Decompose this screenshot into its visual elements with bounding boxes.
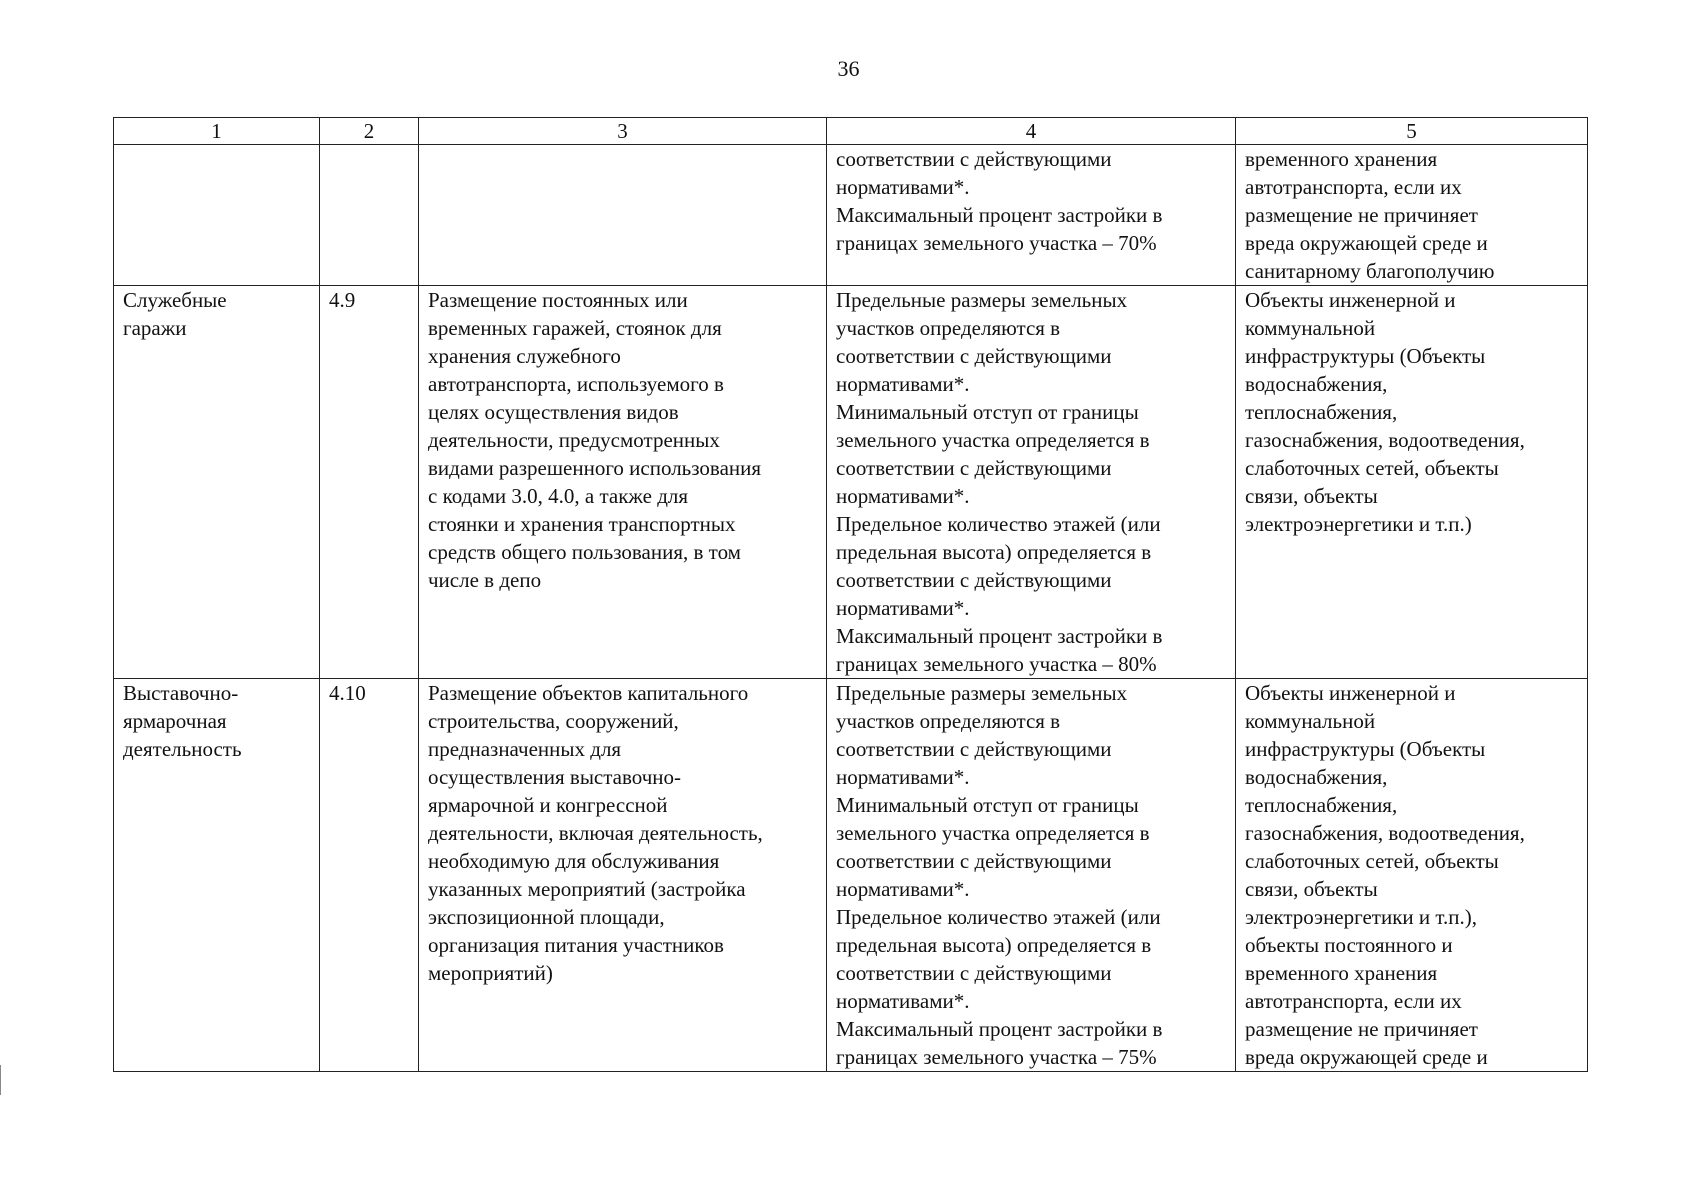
cell-text-line: вреда окружающей среде и [1245, 1045, 1488, 1069]
column-header-3: 3 [419, 118, 827, 145]
cell-text-line: земельного участка определяется в [836, 428, 1150, 452]
column-header-2: 2 [320, 118, 419, 145]
cell-text-line: необходимую для обслуживания [428, 849, 720, 873]
cell-text-line: участков определяются в [836, 316, 1061, 340]
cell-text-line: Объекты инженерной и [1245, 288, 1456, 312]
cell-text-line: с кодами 3.0, 4.0, а также для [428, 484, 689, 508]
cell-text-line: хранения служебного [428, 344, 621, 368]
cell-text-line: числе в депо [428, 568, 542, 592]
cell-text-line: временного хранения [1245, 961, 1438, 985]
cell-text-line: соответствии с действующими [836, 456, 1112, 480]
cell-text-line: деятельность [123, 737, 242, 761]
cell-text-line: коммунальной [1245, 316, 1376, 340]
page-number: 36 [837, 56, 860, 81]
cell-text-line: Предельные размеры земельных [836, 288, 1128, 312]
cell-text-line: связи, объекты [1245, 877, 1378, 901]
cell-text-line: указанных мероприятий (застройка [428, 877, 746, 901]
cell-text-line: предназначенных для [428, 737, 622, 761]
cell-text-line: Размещение объектов капитального [428, 681, 749, 705]
cell-text-line: теплоснабжения, [1245, 793, 1398, 817]
cell-text-line: Размещение постоянных или [428, 288, 688, 312]
cell-text-line: автотранспорта, используемого в [428, 372, 724, 396]
column-header-4: 4 [827, 118, 1236, 145]
cell-text-line: нормативами*. [836, 484, 970, 508]
cell-text-line: строительства, сооружений, [428, 709, 679, 733]
cell-text-line: размещение не причиняет [1245, 203, 1478, 227]
use-code-cell [320, 145, 419, 286]
auxiliary-uses-cell [1236, 286, 1588, 679]
cell-text-line: Максимальный процент застройки в [836, 1017, 1163, 1041]
cell-text-line: объекты постоянного и [1245, 933, 1453, 957]
cell-text-line: 4.10 [329, 681, 366, 705]
use-code-cell [320, 679, 419, 1072]
cell-text-line: газоснабжения, водоотведения, [1245, 428, 1525, 452]
cell-text-line: гаражи [123, 316, 187, 340]
cell-text-line: соответствии с действующими [836, 568, 1112, 592]
use-type-name-cell [114, 286, 320, 679]
cell-text-line: водоснабжения, [1245, 372, 1388, 396]
cell-text-line: временных гаражей, стоянок для [428, 316, 722, 340]
cell-text-line: мероприятий) [428, 961, 553, 985]
cell-text-line: инфраструктуры (Объекты [1245, 344, 1486, 368]
cell-text-line: целях осуществления видов [428, 400, 679, 424]
cell-text-line: соответствии с действующими [836, 737, 1112, 761]
cell-text-line: коммунальной [1245, 709, 1376, 733]
cell-text-line: деятельности, предусмотренных [428, 428, 720, 452]
land-use-table [113, 117, 1588, 1072]
cell-text-line: границах земельного участка – 75% [836, 1045, 1157, 1069]
cell-text-line: Минимальный отступ от границы [836, 793, 1139, 817]
cell-text-line: видами разрешенного использования [428, 456, 762, 480]
scan-margin-mark [0, 1065, 9, 1095]
table-row [114, 286, 1588, 679]
cell-text-line: водоснабжения, [1245, 765, 1388, 789]
cell-text-line: санитарному благополучию [1245, 259, 1495, 283]
cell-text-line: слаботочных сетей, объекты [1245, 849, 1499, 873]
cell-text-line: средств общего пользования, в том [428, 540, 741, 564]
cell-text-line: размещение не причиняет [1245, 1017, 1478, 1041]
cell-text-line: нормативами*. [836, 175, 970, 199]
cell-text-line: 4.9 [329, 288, 356, 312]
column-header-5: 5 [1236, 118, 1588, 145]
cell-text-line: вреда окружающей среде и [1245, 231, 1488, 255]
cell-text-line: Предельное количество этажей (или [836, 512, 1161, 536]
cell-text-line: осуществления выставочно- [428, 765, 682, 789]
cell-text-line: соответствии с действующими [836, 147, 1112, 171]
cell-text-line: Максимальный процент застройки в [836, 624, 1163, 648]
cell-text-line: электроэнергетики и т.п.) [1245, 512, 1472, 536]
cell-text-line: Максимальный процент застройки в [836, 203, 1163, 227]
table-header-row [114, 118, 1588, 145]
cell-text-line: земельного участка определяется в [836, 821, 1150, 845]
cell-text-line: деятельности, включая деятельность, [428, 821, 763, 845]
cell-text-line: электроэнергетики и т.п.), [1245, 905, 1477, 929]
cell-text-line: предельная высота) определяется в [836, 933, 1152, 957]
table-body [114, 145, 1588, 1072]
use-description-cell [419, 679, 827, 1072]
cell-text-line: Объекты инженерной и [1245, 681, 1456, 705]
parameters-cell [827, 679, 1236, 1072]
cell-text-line: нормативами*. [836, 765, 970, 789]
cell-text-line: временного хранения [1245, 147, 1438, 171]
table-row [114, 145, 1588, 286]
use-description-cell [419, 286, 827, 679]
auxiliary-uses-cell [1236, 679, 1588, 1072]
cell-text-line: инфраструктуры (Объекты [1245, 737, 1486, 761]
use-description-cell [419, 145, 827, 286]
cell-text-line: нормативами*. [836, 596, 970, 620]
cell-text-line: участков определяются в [836, 709, 1061, 733]
parameters-cell [827, 145, 1236, 286]
cell-text-line: соответствии с действующими [836, 849, 1112, 873]
cell-text-line: Выставочно- [123, 681, 239, 705]
cell-text-line: связи, объекты [1245, 484, 1378, 508]
cell-text-line: Предельные размеры земельных [836, 681, 1128, 705]
cell-text-line: границах земельного участка – 80% [836, 652, 1157, 676]
table-row [114, 679, 1588, 1072]
cell-text-line: нормативами*. [836, 372, 970, 396]
cell-text-line: ярмарочной и конгрессной [428, 793, 668, 817]
cell-text-line: соответствии с действующими [836, 344, 1112, 368]
cell-text-line: нормативами*. [836, 877, 970, 901]
cell-text-line: Предельное количество этажей (или [836, 905, 1161, 929]
cell-text-line: Минимальный отступ от границы [836, 400, 1139, 424]
auxiliary-uses-cell [1236, 145, 1588, 286]
use-type-name-cell [114, 679, 320, 1072]
cell-text-line: границах земельного участка – 70% [836, 231, 1157, 255]
cell-text-line: слаботочных сетей, объекты [1245, 456, 1499, 480]
cell-text-line: экспозиционной площади, [428, 905, 665, 929]
cell-text-line: организация питания участников [428, 933, 724, 957]
cell-text-line: газоснабжения, водоотведения, [1245, 821, 1525, 845]
cell-text-line: нормативами*. [836, 989, 970, 1013]
cell-text-line: стоянки и хранения транспортных [428, 512, 736, 536]
cell-text-line: соответствии с действующими [836, 961, 1112, 985]
cell-text-line: автотранспорта, если их [1245, 989, 1462, 1013]
column-header-1: 1 [114, 118, 320, 145]
parameters-cell [827, 286, 1236, 679]
cell-text-line: ярмарочная [123, 709, 227, 733]
use-type-name-cell [114, 145, 320, 286]
cell-text-line: Служебные [123, 288, 227, 312]
cell-text-line: предельная высота) определяется в [836, 540, 1152, 564]
cell-text-line: автотранспорта, если их [1245, 175, 1462, 199]
cell-text-line: теплоснабжения, [1245, 400, 1398, 424]
use-code-cell [320, 286, 419, 679]
